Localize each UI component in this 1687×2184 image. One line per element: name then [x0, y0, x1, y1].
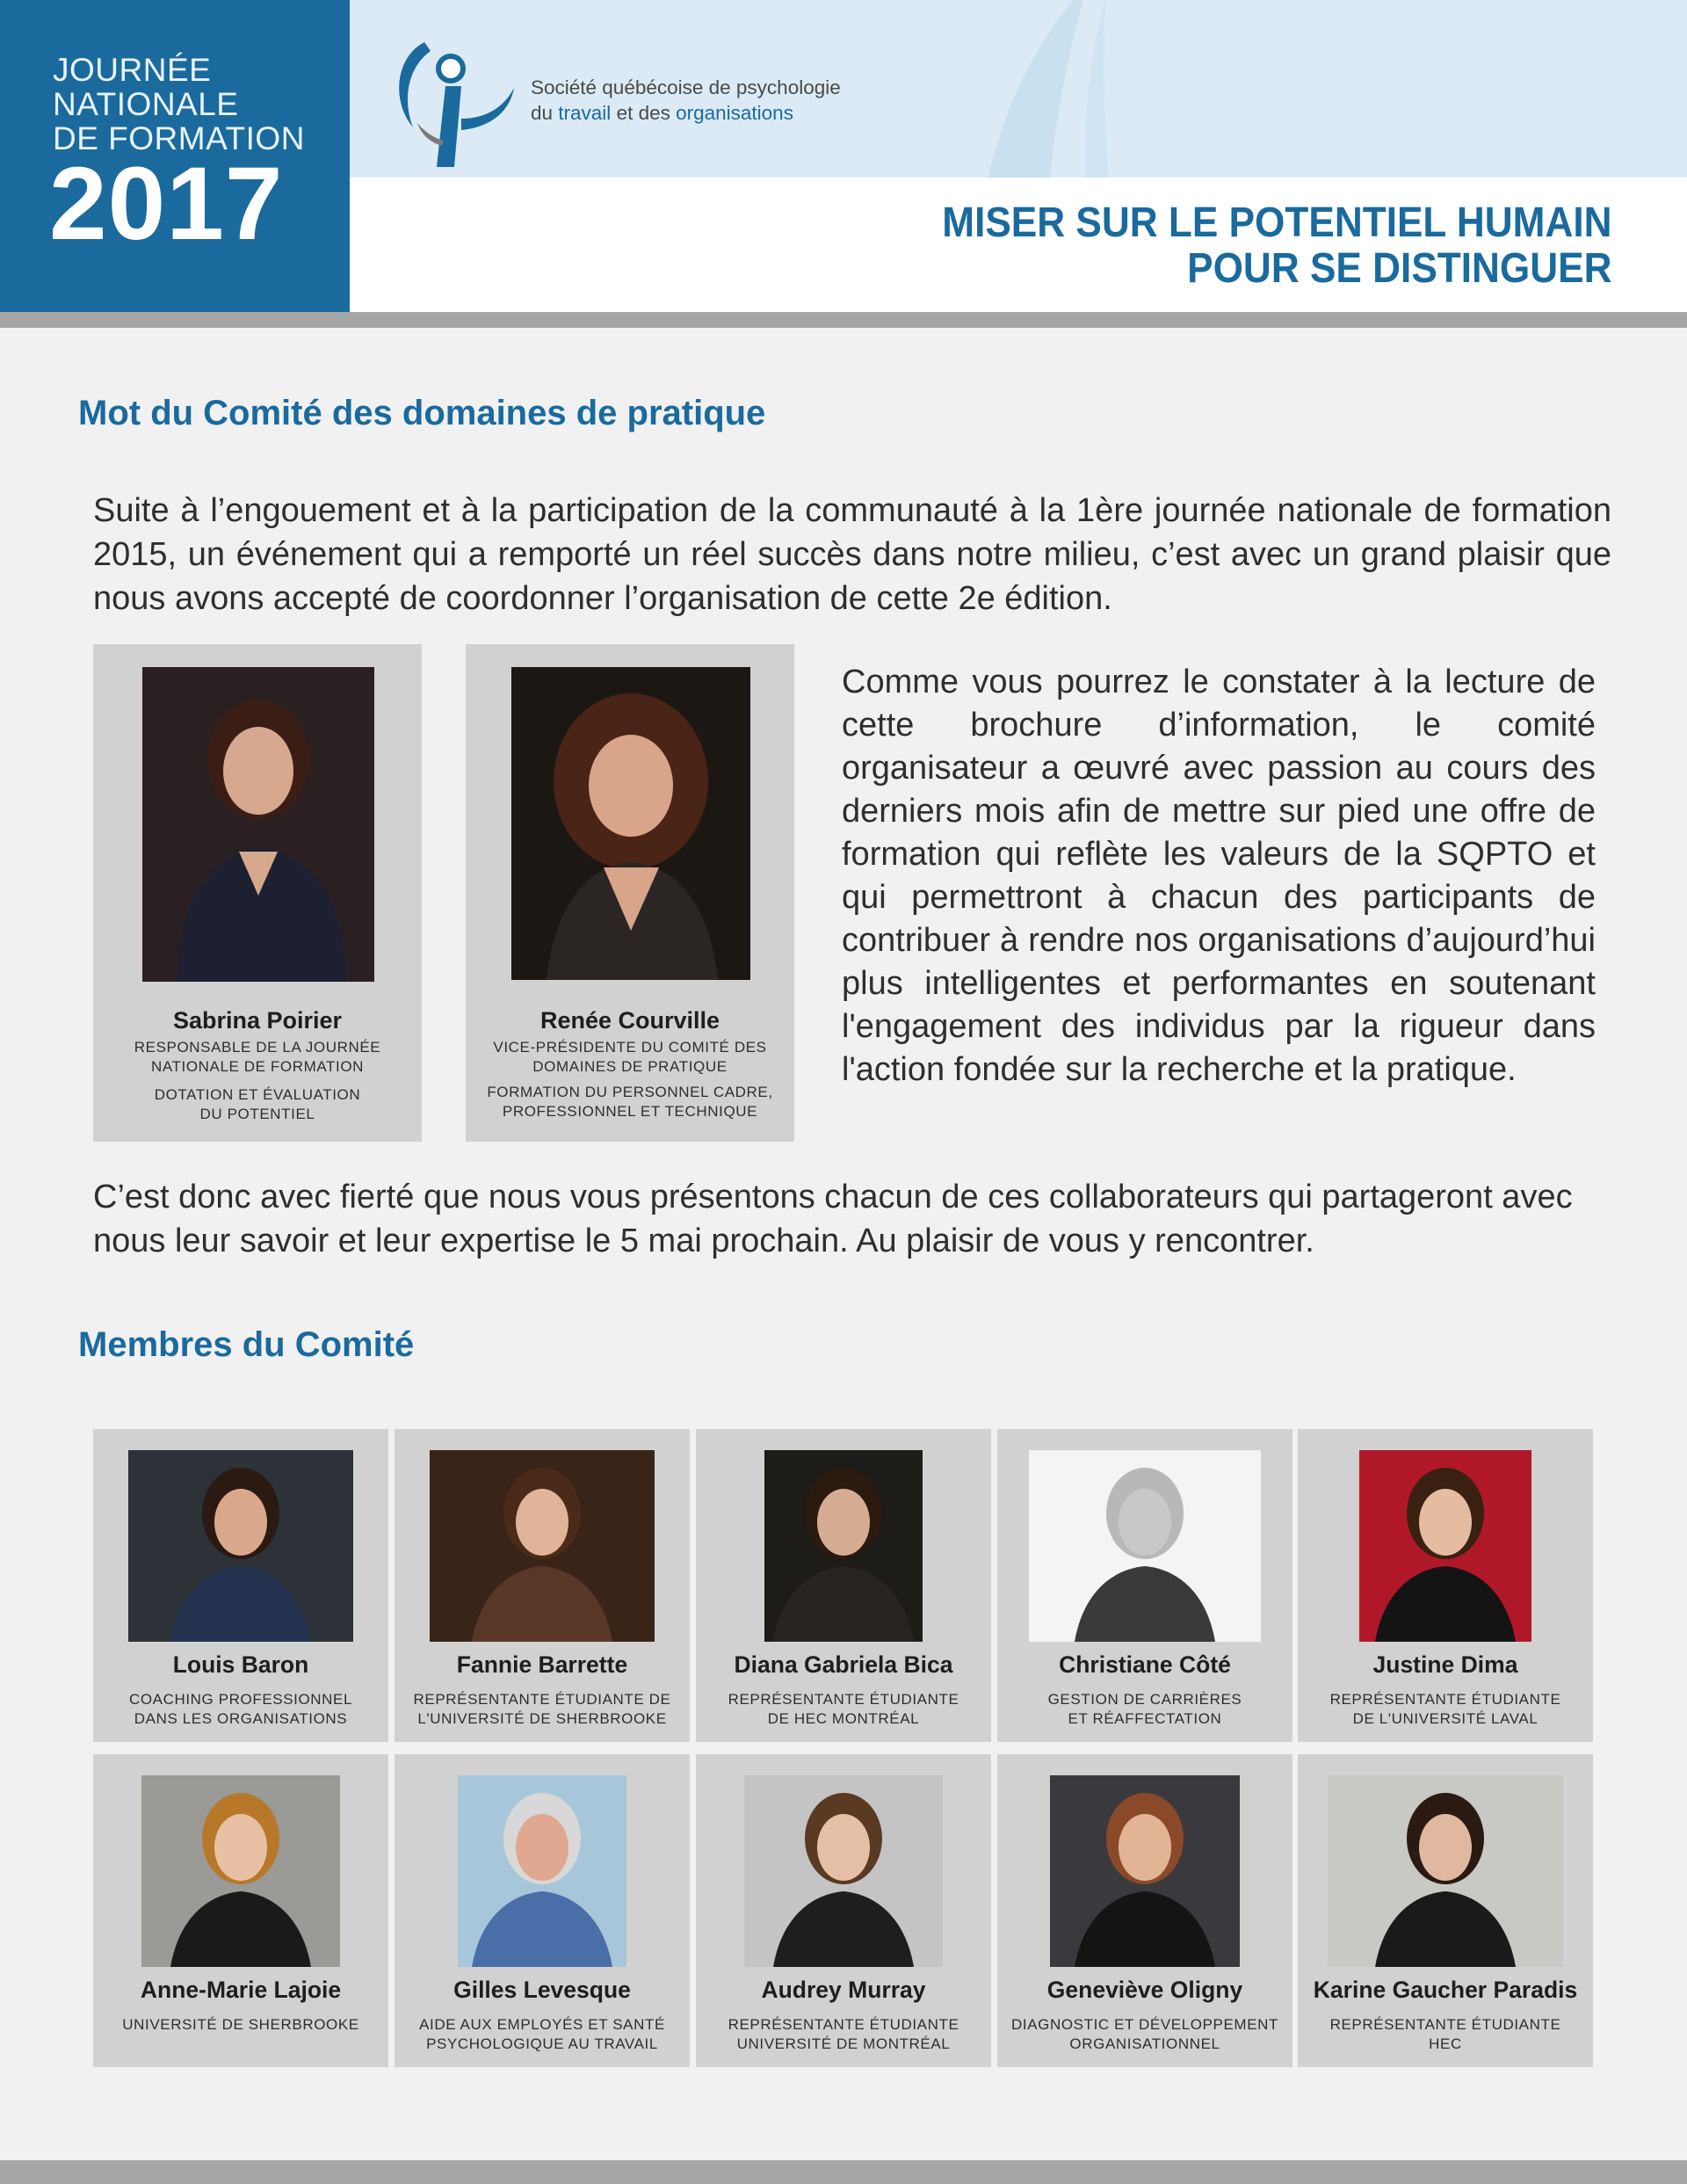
role-line: DOMAINES DE PRATIQUE	[532, 1058, 728, 1075]
portrait-photo	[1050, 1775, 1240, 1967]
person-role	[1298, 2015, 1593, 2054]
tagline-line: MISER SUR LE POTENTIEL HUMAIN	[941, 200, 1611, 246]
portrait-image	[744, 1775, 943, 1967]
role-line: COACHING PROFESSIONNEL	[128, 1691, 353, 1708]
member-card	[93, 1429, 388, 1742]
person-role	[93, 1038, 422, 1077]
role-line: DANS LES ORGANISATIONS	[134, 1710, 348, 1727]
divider	[0, 312, 1687, 328]
person-role	[93, 2015, 388, 2035]
portrait-photo	[744, 1775, 943, 1967]
portrait-image	[142, 667, 374, 982]
person-name: Louis Baron	[172, 1651, 309, 1678]
member-card	[997, 1429, 1292, 1742]
person-role	[997, 1690, 1292, 1729]
event-line: DE FORMATION	[53, 120, 305, 156]
tagline	[942, 200, 1611, 292]
portrait-image	[764, 1450, 923, 1642]
portrait-photo	[430, 1450, 655, 1642]
portrait-image	[1328, 1775, 1563, 1967]
role-line: GESTION DE CARRIÈRES	[1047, 1691, 1242, 1708]
person-role	[696, 1690, 991, 1729]
role-line: DE L'UNIVERSITÉ LAVAL	[1352, 1710, 1539, 1727]
member-card	[696, 1429, 991, 1742]
role-line: HEC	[1429, 2035, 1462, 2052]
person-specialty	[466, 1083, 794, 1121]
event-line: JOURNÉE	[53, 52, 212, 88]
member-card	[395, 1429, 690, 1742]
role-line: DE HEC MONTRÉAL	[767, 1710, 920, 1727]
org-line: Société québécoise de psychologie	[531, 76, 841, 98]
lead-card	[466, 644, 794, 1142]
person-name: Gilles Levesque	[453, 1977, 631, 2003]
role-line: L'UNIVERSITÉ DE SHERBROOKE	[417, 1710, 667, 1727]
section-title: Mot du Comité des domaines de pratique	[78, 394, 766, 432]
portrait-image	[430, 1450, 655, 1642]
role-line: FORMATION DU PERSONNEL CADRE,	[487, 1084, 773, 1100]
closing-paragraph: C’est donc avec fierté que nous vous présentons chacun de ces collaborateurs qui partageront avec nous leur savoir et leur expertise le 5 mai prochain. Au plaisir de vous y rencontrer.	[93, 1179, 1573, 1259]
person-name: Karine Gaucher Paradis	[1313, 1977, 1578, 2003]
person-name: Christiane Côté	[1059, 1651, 1231, 1678]
org-name	[531, 75, 841, 126]
person-name: Fannie Barrette	[456, 1651, 628, 1678]
page-header	[0, 0, 1687, 312]
person-role	[395, 1690, 690, 1729]
portrait-photo	[458, 1775, 626, 1967]
footer-bar	[0, 2160, 1687, 2184]
intro-paragraph: Suite à l’engouement et à la participation de la communauté à la 1ère journée nationale de formation 2015, un événement qui a remporté un réel succès dans notre milieu, c’est avec un grand plaisir que nous avons accepté de coordonner l’organisation de cette 2e édition.	[93, 492, 1611, 617]
org-text: du	[531, 102, 559, 124]
role-line: UNIVERSITÉ DE MONTRÉAL	[736, 2035, 951, 2052]
role-line: VICE-PRÉSIDENTE DU COMITÉ DES	[493, 1039, 767, 1056]
tagline-line: POUR SE DISTINGUER	[1186, 245, 1611, 292]
member-card	[696, 1754, 991, 2067]
sail-graphic	[903, 0, 1272, 178]
role-line: REPRÉSENTANTE ÉTUDIANTE	[1329, 2016, 1561, 2033]
event-badge	[0, 0, 350, 312]
person-name: Audrey Murray	[761, 1977, 926, 2003]
role-line: DIAGNOSTIC ET DÉVELOPPEMENT	[1011, 2016, 1278, 2033]
member-card	[1298, 1429, 1593, 1742]
portrait-photo	[1029, 1450, 1261, 1642]
role-line: PSYCHOLOGIQUE AU TRAVAIL	[426, 2035, 658, 2052]
portrait-photo	[511, 667, 750, 980]
role-line: REPRÉSENTANTE ÉTUDIANTE	[1329, 1691, 1561, 1708]
member-card	[395, 1754, 690, 2067]
portrait-image	[1359, 1450, 1531, 1642]
role-line: UNIVERSITÉ DE SHERBROOKE	[122, 2016, 359, 2033]
person-name: Diana Gabriela Bica	[734, 1651, 953, 1678]
event-name	[53, 53, 305, 156]
role-line: AIDE AUX EMPLOYÉS ET SANTÉ	[419, 2016, 665, 2033]
portrait-image	[1050, 1775, 1240, 1967]
person-name: Renée Courville	[539, 1007, 720, 1034]
lead-card	[93, 644, 422, 1142]
portrait-photo	[128, 1450, 353, 1642]
portrait-image	[511, 667, 750, 980]
person-specialty	[93, 1085, 422, 1124]
member-card	[997, 1754, 1292, 2067]
role-line: ORGANISATIONNEL	[1069, 2035, 1220, 2052]
person-role	[93, 1690, 388, 1729]
portrait-photo	[764, 1450, 923, 1642]
person-role	[1298, 1690, 1593, 1729]
org-line	[531, 100, 841, 126]
role-line: RESPONSABLE DE LA JOURNÉE	[134, 1039, 381, 1056]
portrait-image	[458, 1775, 626, 1967]
person-role	[997, 2015, 1292, 2054]
role-line: PROFESSIONNEL ET TECHNIQUE	[502, 1103, 758, 1120]
person-role	[466, 1038, 794, 1077]
portrait-photo	[1359, 1450, 1531, 1642]
section-title: Membres du Comité	[78, 1325, 415, 1364]
member-card	[1298, 1754, 1593, 2067]
person-name: Sabrina Poirier	[172, 1007, 343, 1034]
event-line: NATIONALE	[53, 86, 239, 122]
body-paragraph: Comme vous pourrez le constater à la lecture de cette brochure d’information, le comité organisateur a œuvré avec passion au cours des derniers mois afin de mettre sur pied une offre de formation qui reflète les valeurs de la SQPTO et qui permettront à chacun des participants de contribuer à rendre nos organisations d’aujourd’hui plus intelligentes et performantes en soutenant l'engagement des individus par la rigueur dans l'action fondée sur la recherche et la pratique.	[842, 664, 1596, 1088]
event-year: 2017	[49, 146, 284, 262]
org-text: et des	[611, 102, 677, 124]
portrait-photo	[1328, 1775, 1563, 1967]
portrait-image	[128, 1450, 353, 1642]
portrait-image	[1029, 1450, 1261, 1642]
role-line: REPRÉSENTANTE ÉTUDIANTE	[728, 1691, 959, 1708]
person-name: Justine Dima	[1372, 1651, 1518, 1678]
person-role	[696, 2015, 991, 2054]
sqpto-logo-icon	[391, 35, 523, 171]
person-name: Anne-Marie Lajoie	[140, 1977, 342, 2003]
portrait-photo	[141, 1775, 340, 1967]
role-line: REPRÉSENTANTE ÉTUDIANTE DE	[413, 1691, 671, 1708]
role-line: REPRÉSENTANTE ÉTUDIANTE	[728, 2016, 959, 2033]
org-highlight: travail	[558, 102, 612, 124]
portrait-image	[141, 1775, 340, 1967]
person-name: Geneviève Oligny	[1046, 1977, 1243, 2003]
role-line: ET RÉAFFECTATION	[1068, 1710, 1222, 1727]
org-highlight: organisations	[676, 102, 793, 124]
role-line: NATIONALE DE FORMATION	[150, 1058, 365, 1075]
role-line: DOTATION ET ÉVALUATION	[154, 1086, 361, 1103]
member-card	[93, 1754, 388, 2067]
person-role	[395, 2015, 690, 2054]
role-line: DU POTENTIEL	[199, 1106, 315, 1122]
portrait-photo	[142, 667, 374, 982]
